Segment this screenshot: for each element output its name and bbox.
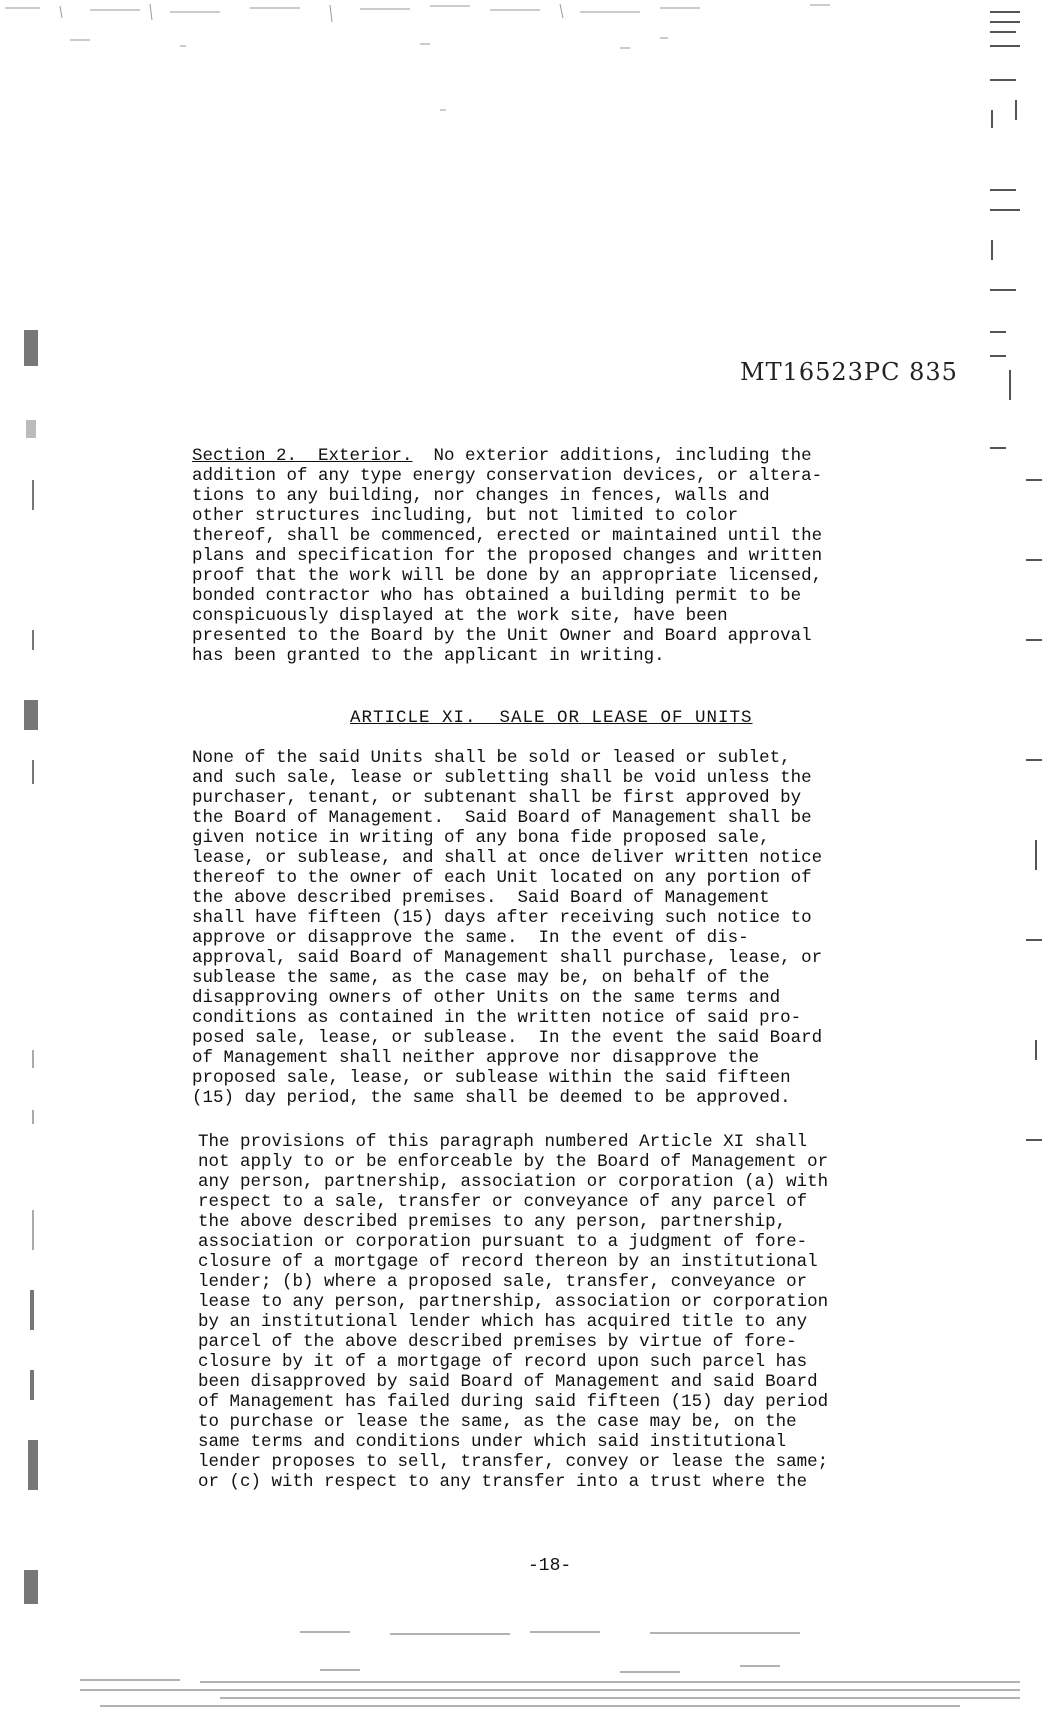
text-line: approval, said Board of Management shall purchase, lease, or xyxy=(192,948,823,968)
text-line: purchaser, tenant, or subtenant shall be first approved by xyxy=(192,788,802,808)
text-line: conspicuously displayed at the work site, have been xyxy=(192,606,728,626)
text-line: any person, partnership, association or corporation (a) with xyxy=(198,1172,829,1192)
text-line: disapproving owners of other Units on the same terms and xyxy=(192,988,781,1008)
text-line: by an institutional lender which has acquired title to any xyxy=(198,1312,808,1332)
text-line: to purchase or lease the same, as the case may be, on the xyxy=(198,1412,797,1432)
text-line: addition of any type energy conservation devices, or altera- xyxy=(192,466,823,486)
text-line: other structures including, but not limited to color xyxy=(192,506,739,526)
text-line: posed sale, lease, or sublease. In the event the said Board xyxy=(192,1028,823,1048)
text-line: association or corporation pursuant to a judgment of fore- xyxy=(198,1232,808,1252)
text-line: lease to any person, partnership, association or corporation xyxy=(198,1292,829,1312)
text-line: proposed sale, lease, or sublease within the said fifteen xyxy=(192,1068,791,1088)
text-line: presented to the Board by the Unit Owner and Board approval xyxy=(192,626,812,646)
text-line: closure of a mortgage of record thereon by an institutional xyxy=(198,1252,818,1272)
text-line: given notice in writing of any bona fide proposed sale, xyxy=(192,828,770,848)
text-line: the Board of Management. Said Board of Management shall be xyxy=(192,808,812,828)
text-line: None of the said Units shall be sold or leased or sublet, xyxy=(192,748,791,768)
text-line: parcel of the above described premises by virtue of fore- xyxy=(198,1332,797,1352)
text-line: of Management has failed during said fifteen (15) day period xyxy=(198,1392,829,1412)
article-xi-paragraph-1 xyxy=(192,748,822,1108)
text-line: closure by it of a mortgage of record upon such parcel has xyxy=(198,1352,808,1372)
text-line: (15) day period, the same shall be deemed to be approved. xyxy=(192,1088,791,1108)
text-line: Section 2. Exterior. No exterior additions, including the xyxy=(192,446,812,466)
text-line: thereof, shall be commenced, erected or maintained until the xyxy=(192,526,823,546)
text-line: been disapproved by said Board of Management and said Board xyxy=(198,1372,818,1392)
text-line: proof that the work will be done by an appropriate licensed, xyxy=(192,566,823,586)
text-line: The provisions of this paragraph numbered Article XI shall xyxy=(198,1132,808,1152)
text-line: lender; (b) where a proposed sale, transfer, conveyance or xyxy=(198,1272,808,1292)
article-xi-heading: ARTICLE XI. SALE OR LEASE OF UNITS xyxy=(350,708,753,728)
section-heading: Section 2. Exterior. xyxy=(192,446,413,466)
text-line: approve or disapprove the same. In the event of dis- xyxy=(192,928,749,948)
text-line: same terms and conditions under which said institutional xyxy=(198,1432,787,1452)
text-line: thereof to the owner of each Unit located on any portion of xyxy=(192,868,812,888)
text-line: tions to any building, nor changes in fences, walls and xyxy=(192,486,770,506)
text-line: conditions as contained in the written notice of said pro- xyxy=(192,1008,802,1028)
text-line: and such sale, lease or subletting shall be void unless the xyxy=(192,768,812,788)
section-2-exterior xyxy=(192,446,822,666)
text-line: of Management shall neither approve nor disapprove the xyxy=(192,1048,760,1068)
scan-noise-top xyxy=(0,0,900,120)
text-line: lender proposes to sell, transfer, convey or lease the same; xyxy=(198,1452,829,1472)
right-margin-marks xyxy=(986,0,1046,1300)
text-line: the above described premises. Said Board of Management xyxy=(192,888,770,908)
text-line: has been granted to the applicant in writing. xyxy=(192,646,665,666)
text-line: bonded contractor who has obtained a building permit to be xyxy=(192,586,802,606)
page-number: -18- xyxy=(528,1556,572,1576)
left-margin-marks xyxy=(20,330,50,1630)
article-xi-paragraph-2 xyxy=(198,1132,828,1492)
text-line: not apply to or be enforceable by the Board of Management or xyxy=(198,1152,829,1172)
text-line: or (c) with respect to any transfer into a trust where the xyxy=(198,1472,808,1492)
record-stamp: MT16523PC 835 xyxy=(740,358,958,386)
text-line: shall have fifteen (15) days after receiving such notice to xyxy=(192,908,812,928)
text-line: the above described premises to any person, partnership, xyxy=(198,1212,787,1232)
text-line: lease, or sublease, and shall at once deliver written notice xyxy=(192,848,823,868)
text-line: sublease the same, as the case may be, on behalf of the xyxy=(192,968,770,988)
text-line: respect to a sale, transfer or conveyance of any parcel of xyxy=(198,1192,808,1212)
text-line: plans and specification for the proposed changes and written xyxy=(192,546,823,566)
scan-noise-bottom xyxy=(60,1620,1040,1710)
